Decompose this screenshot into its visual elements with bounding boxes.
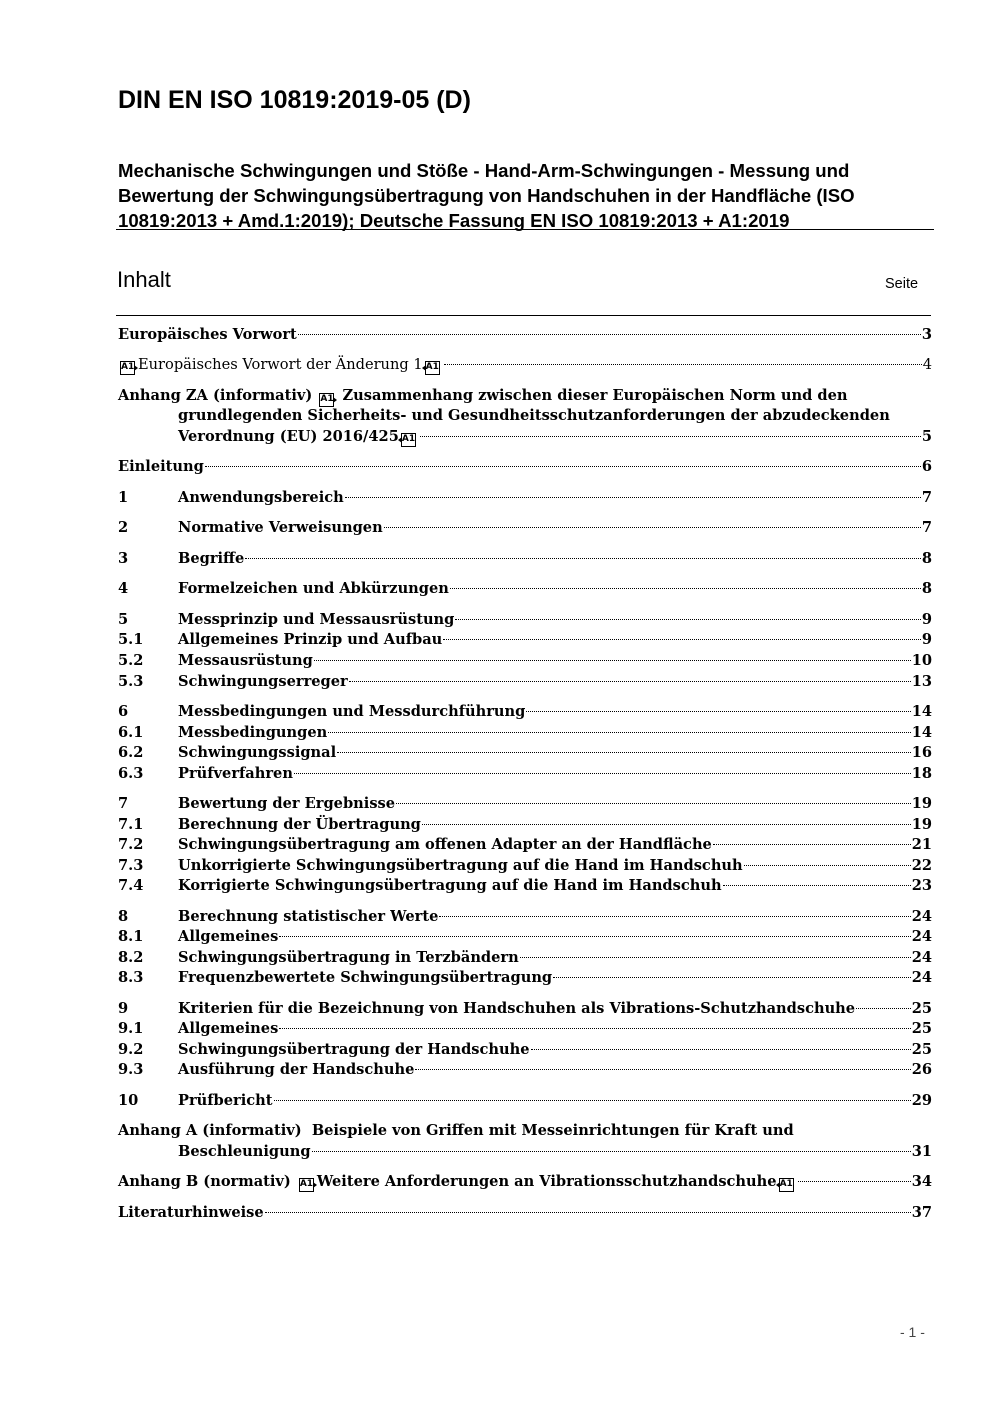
annex-label: Anhang ZA (informativ) [118,387,313,404]
toc-entry-number: 8.2 [118,949,144,966]
dot-leader [553,977,911,978]
toc-entry[interactable] [118,579,932,599]
page-column-label: Seite [885,276,919,292]
dot-leader [713,844,911,845]
toc-entry[interactable] [118,948,932,968]
toc-entry-page: 19 [911,816,932,833]
toc-entry-page: 37 [911,1204,932,1221]
toc-entry-page: 4 [922,356,932,373]
dot-leader [384,527,921,528]
toc-entry[interactable] [118,856,932,876]
toc-entry-number: 3 [118,550,129,567]
dot-leader [415,1069,910,1070]
toc-entry-text: Europäisches Vorwort [118,326,297,343]
toc-entry-page: 13 [911,673,932,690]
toc-entry-number: 1 [118,489,129,506]
toc-entry-page: 24 [911,949,932,966]
toc-entry-page: 10 [911,652,932,669]
dot-leader [520,957,911,958]
toc-entry-number: 6.3 [118,765,144,782]
toc-entry-text: Zusammenhang zwischen dieser Europäischen Norm und den [342,387,848,404]
toc-entry[interactable] [118,651,932,671]
dot-leader [298,334,921,335]
dot-leader [856,1008,911,1009]
toc-entry-number: 5.3 [118,673,144,690]
toc-entry-page: 24 [911,928,932,945]
dot-leader [526,711,910,712]
toc-entry-text: Allgemeines Prinzip und Aufbau [178,631,443,648]
toc-entry-number: 6.2 [118,744,144,761]
dot-leader [396,803,911,804]
toc-entry-text: Europäisches Vorwort der Änderung 1 [138,356,423,373]
toc-entry-page: 7 [921,519,932,536]
toc-entry[interactable] [118,815,932,835]
dot-leader [312,1151,911,1152]
toc-entry-text: Normative Verweisungen [178,519,383,536]
toc-entry-number: 7.1 [118,816,144,833]
toc-entry-number: 9 [118,1000,129,1017]
toc-entry-anhang-a[interactable] [118,1121,794,1141]
toc-entry-anhang-za[interactable] [118,386,847,407]
toc-entry-text: Schwingungsübertragung in Terzbändern [178,949,519,966]
toc-entry[interactable] [118,1091,932,1111]
toc-entry-page: 6 [921,458,932,475]
toc-entry-number: 4 [118,580,129,597]
toc-entry-number: 8.1 [118,928,144,945]
toc-entry-text: Allgemeines [178,1020,279,1037]
dot-leader [328,732,910,733]
toc-entry-text: Schwingungssignal [178,744,337,761]
toc-entry-text: Kriterien für die Bezeichnung von Handschuhen als Vibrations-Schutzhandschuhe [178,1000,856,1017]
dot-leader [531,1049,911,1050]
toc-entry-number: 8.3 [118,969,144,986]
toc-entry[interactable] [118,907,932,927]
toc-entry-text: Beschleunigung [178,1143,311,1160]
toc-entry-number: 2 [118,519,129,536]
toc-entry-number: 9.3 [118,1061,144,1078]
amendment-end-icon: A1 [401,433,416,447]
toc-entry-page: 24 [911,969,932,986]
toc-entry[interactable] [118,743,932,763]
toc-entry-text: Messausrüstung [178,652,313,669]
toc-entry[interactable] [118,968,932,988]
toc-entry[interactable] [118,1040,932,1060]
annex-label: Anhang A (informativ) [118,1122,302,1139]
toc-entry-page: 25 [911,1020,932,1037]
toc-entry-page: 22 [911,857,932,874]
toc-entry-page: 26 [911,1061,932,1078]
toc-entry-page: 9 [921,631,932,648]
toc-entry-text: Schwingungserreger [178,673,348,690]
dot-leader [245,558,921,559]
toc-entry-number: 7 [118,795,129,812]
toc-entry-vorwort-aenderung[interactable] [118,355,932,375]
amendment-start-icon: A1 [319,393,334,407]
toc-entry-page: 21 [911,836,932,853]
toc-entry-page: 8 [921,550,932,567]
dot-leader [265,1212,911,1213]
toc-entry-page: 25 [911,1000,932,1017]
toc-entry[interactable] [118,630,932,650]
toc-entry-number: 7.3 [118,857,144,874]
toc-entry-page: 19 [911,795,932,812]
dot-leader [337,752,911,753]
toc-entry-text: Messbedingungen und Messdurchführung [178,703,526,720]
toc-entry-number: 7.2 [118,836,144,853]
toc-entry-page: 8 [921,580,932,597]
amendment-start-icon: A1 [120,361,135,375]
dot-leader [294,773,911,774]
toc-entry-continuation [178,427,932,447]
toc-entry[interactable] [118,927,932,947]
toc-entry-text: Berechnung der Übertragung [178,816,421,833]
toc-entry-page: 29 [911,1092,932,1109]
subtitle-line: 10819:2013 + Amd.1:2019); Deutsche Fassung EN ISO 10819:2013 + A1:2019 [118,210,790,231]
dot-leader [349,681,911,682]
dot-leader [798,1181,911,1182]
toc-entry-number: 5.1 [118,631,144,648]
dot-leader [439,916,910,917]
toc-entry-text: grundlegenden Sicherheits- und Gesundheitsschutzanforderungen der abzudeckenden [178,407,890,424]
dot-leader [444,364,922,365]
subtitle-line: Bewertung der Schwingungsübertragung von Handschuhen in der Handfläche (ISO [118,185,855,206]
toc-entry-text: Literaturhinweise [118,1204,264,1221]
toc-entry-text: Ausführung der Handschuhe [178,1061,415,1078]
toc-entry-page: 14 [911,724,932,741]
toc-entry-text: Verordnung (EU) 2016/425 [178,428,399,445]
dot-leader [422,824,911,825]
toc-entry-page: 3 [921,326,932,343]
toc-entry-text: Schwingungsübertragung am offenen Adapter an der Handfläche [178,836,712,853]
toc-entry[interactable] [118,518,932,538]
toc-entry-einleitung[interactable] [118,457,932,477]
toc-entry-text: Bewertung der Ergebnisse [178,795,396,812]
toc-entry-text: Korrigierte Schwingungsübertragung auf die Hand im Handschuh [178,877,722,894]
dot-leader [279,1028,910,1029]
toc-entry[interactable] [118,999,932,1019]
toc-entry-number: 9.1 [118,1020,144,1037]
toc-entry[interactable] [118,1019,932,1039]
toc-entry[interactable] [118,764,932,784]
toc-entry[interactable] [118,1060,932,1080]
dot-leader [345,497,921,498]
toc-entry-page: 7 [921,489,932,506]
toc-entry-number: 5.2 [118,652,144,669]
toc-entry-text: Begriffe [178,550,245,567]
toc-entry-text: Unkorrigierte Schwingungsübertragung auf die Hand im Handschuh [178,857,743,874]
toc-entry-page: 34 [911,1173,932,1190]
toc-entry-number: 7.4 [118,877,144,894]
dot-leader [279,936,910,937]
toc-entry-continuation [178,406,890,426]
toc-entry-number: 6 [118,703,129,720]
annex-label: Anhang B (normativ) [118,1173,291,1190]
toc-entry[interactable] [118,702,932,722]
toc-entry-text: Allgemeines [178,928,279,945]
dot-leader [314,660,911,661]
toc-entry[interactable] [118,876,932,896]
toc-entry-page: 31 [911,1143,932,1160]
dot-leader [744,865,911,866]
page-number: - 1 - [900,1324,925,1340]
document-id: DIN EN ISO 10819:2019-05 (D) [118,86,471,114]
toc-entry-text: Einleitung [118,458,204,475]
toc-entry-number: 9.2 [118,1041,144,1058]
toc-entry-page: 18 [911,765,932,782]
toc-entry-text: Berechnung statistischer Werte [178,908,439,925]
toc-entry[interactable] [118,549,932,569]
amendment-end-icon: A1 [425,361,440,375]
dot-leader [420,436,921,437]
dot-leader [443,639,921,640]
toc-entry[interactable] [118,835,932,855]
toc-entry-literatur[interactable] [118,1203,932,1223]
toc-entry-number: 8 [118,908,129,925]
dot-leader [455,619,920,620]
dot-leader [274,1100,911,1101]
toc-entry-page: 24 [911,908,932,925]
toc-entry-page: 16 [911,744,932,761]
toc-entry-number: 5 [118,611,129,628]
toc-entry[interactable] [118,672,932,692]
toc-entry-text: Formelzeichen und Abkürzungen [178,580,449,597]
toc-entry-number: 6.1 [118,724,144,741]
amendment-end-icon: A1 [779,1178,794,1192]
toc-entry-text: Schwingungsübertragung der Handschuhe [178,1041,530,1058]
toc-entry-text: Messprinzip und Messausrüstung [178,611,455,628]
toc-entry[interactable] [118,610,932,630]
toc-entry-page: 25 [911,1041,932,1058]
dot-leader [450,588,921,589]
subtitle-line: Mechanische Schwingungen und Stöße - Hand-Arm-Schwingungen - Messung und [118,160,850,181]
toc-entry-text: Weitere Anforderungen an Vibrationsschutzhandschuhe [316,1173,777,1190]
toc-entry-page: 14 [911,703,932,720]
toc-entry-page: 5 [921,428,932,445]
toc-entry-number: 10 [118,1092,139,1109]
dot-leader [723,885,911,886]
toc-entry-page: 23 [911,877,932,894]
toc-entry-text: Prüfbericht [178,1092,273,1109]
toc-entry-text: Prüfverfahren [178,765,293,782]
toc-entry-anhang-b[interactable] [118,1172,932,1192]
toc-entry[interactable] [118,488,932,508]
toc-entry-page: 9 [921,611,932,628]
toc-entry-text: Beispiele von Griffen mit Messeinrichtungen für Kraft und [311,1122,794,1139]
contents-heading: Inhalt [117,267,171,292]
amendment-start-icon: A1 [299,1178,314,1192]
toc-entry-text: Frequenzbewertete Schwingungsübertragung [178,969,553,986]
toc-entry-continuation [178,1142,932,1162]
toc-entry[interactable] [118,723,932,743]
toc-entry[interactable] [118,794,932,814]
dot-leader [205,466,921,467]
toc-entry-text: Messbedingungen [178,724,328,741]
toc-entry-europaeisches-vorwort[interactable] [118,325,932,345]
toc-entry-text: Anwendungsbereich [178,489,344,506]
